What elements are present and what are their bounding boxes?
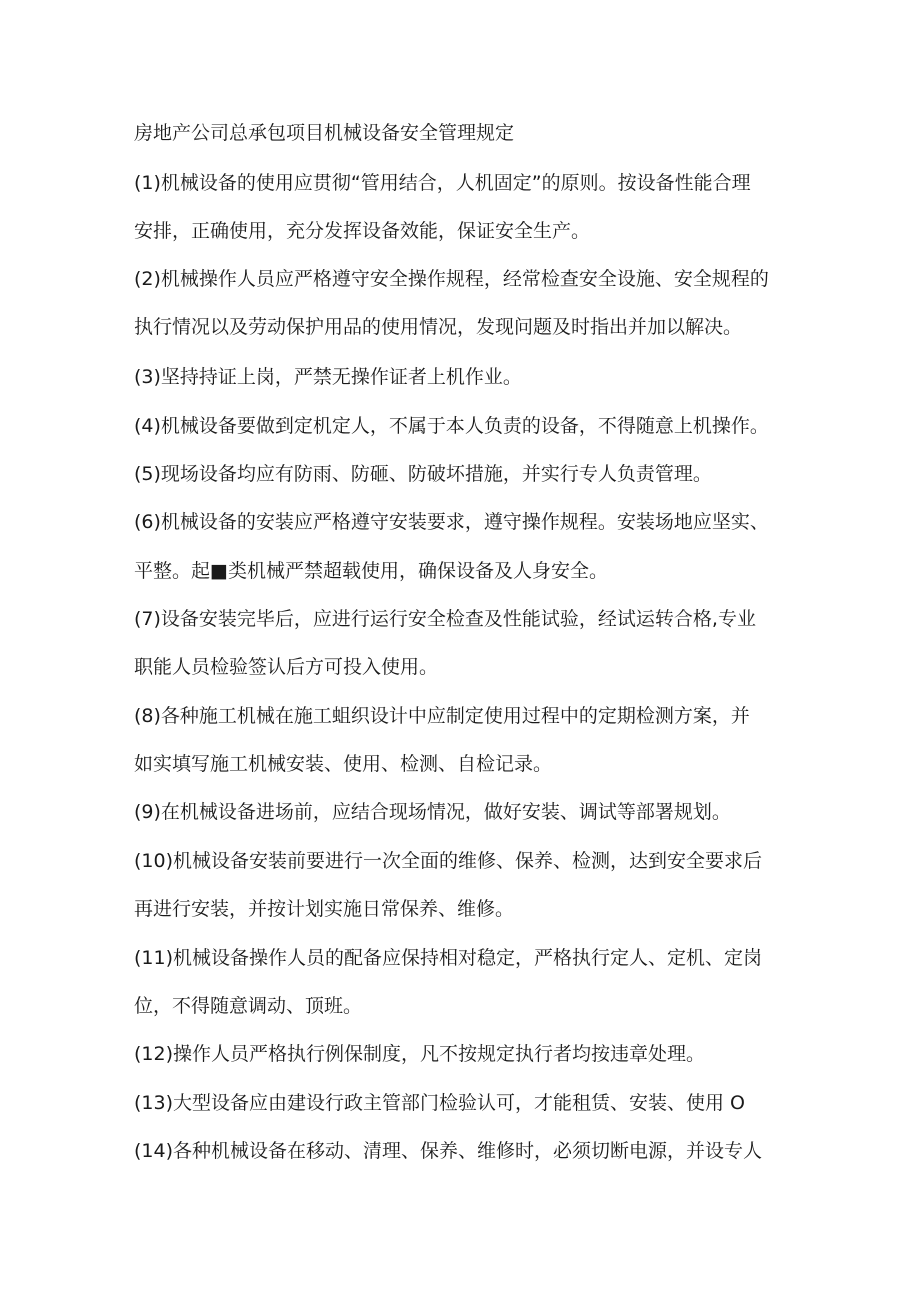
text-line: 再进行安装，并按计划实施日常保养、维修。 bbox=[134, 898, 515, 920]
text-line: 位，不得随意调动、顶班。 bbox=[134, 995, 363, 1017]
text-line: 平整。起■类机械严禁超载使用，确保设备及人身安全。 bbox=[134, 560, 608, 582]
text-line: (7)设备安装完毕后，应进行运行安全检查及性能试验，经试运转合格,专业 bbox=[134, 608, 756, 630]
text-line: (3)坚持持证上岗，严禁无操作证者上机作业。 bbox=[134, 366, 522, 388]
text-line: (13)大型设备应由建设行政主管部门检验认可，才能租赁、安装、使用 O bbox=[134, 1092, 745, 1114]
text-line: (1)机械设备的使用应贯彻“管用结合，人机固定”的原则。按设备性能合理 bbox=[134, 172, 751, 194]
text-line: (14)各种机械设备在移动、清理、保养、维修时，必须切断电源，并设专人 bbox=[134, 1140, 763, 1162]
text-line: 执行情况以及劳动保护用品的使用情况，发现问题及时指出并加以解决。 bbox=[134, 316, 743, 338]
text-line: (8)各种施工机械在施工蛆织设计中应制定使用过程中的定期检测方案，并 bbox=[134, 705, 750, 727]
text-line: 职能人员检验签认后方可投入使用。 bbox=[134, 656, 439, 678]
text-line: 安排，正确使用，充分发挥设备效能，保证安全生产。 bbox=[134, 220, 591, 242]
document-title: 房地产公司总承包项目机械设备安全管理规定 bbox=[134, 122, 515, 144]
text-line: 如实填写施工机械安装、使用、检测、自检记录。 bbox=[134, 753, 553, 775]
text-line: (12)操作人员严格执行例保制度，凡不按规定执行者均按违章处理。 bbox=[134, 1043, 706, 1065]
text-line: (10)机械设备安装前要进行一次全面的维修、保养、检测，达到安全要求后 bbox=[134, 850, 763, 872]
text-line: (4)机械设备要做到定机定人，不属于本人负责的设备，不得随意上机操作。 bbox=[134, 415, 769, 437]
text-line: (5)现场设备均应有防雨、防砸、防破坏措施，并实行专人负责管理。 bbox=[134, 463, 712, 485]
text-line: (9)在机械设备进场前，应结合现场情况，做好安装、调试等部署规划。 bbox=[134, 801, 731, 823]
text-line: (6)机械设备的安装应严格遵守安装要求，遵守操作规程。安装场地应坚实、 bbox=[134, 511, 769, 533]
text-line: (2)机械操作人员应严格遵守安全操作规程，经常检查安全设施、安全规程的 bbox=[134, 268, 769, 290]
text-line: (11)机械设备操作人员的配备应保持相对稳定，严格执行定人、定机、定岗 bbox=[134, 947, 763, 969]
